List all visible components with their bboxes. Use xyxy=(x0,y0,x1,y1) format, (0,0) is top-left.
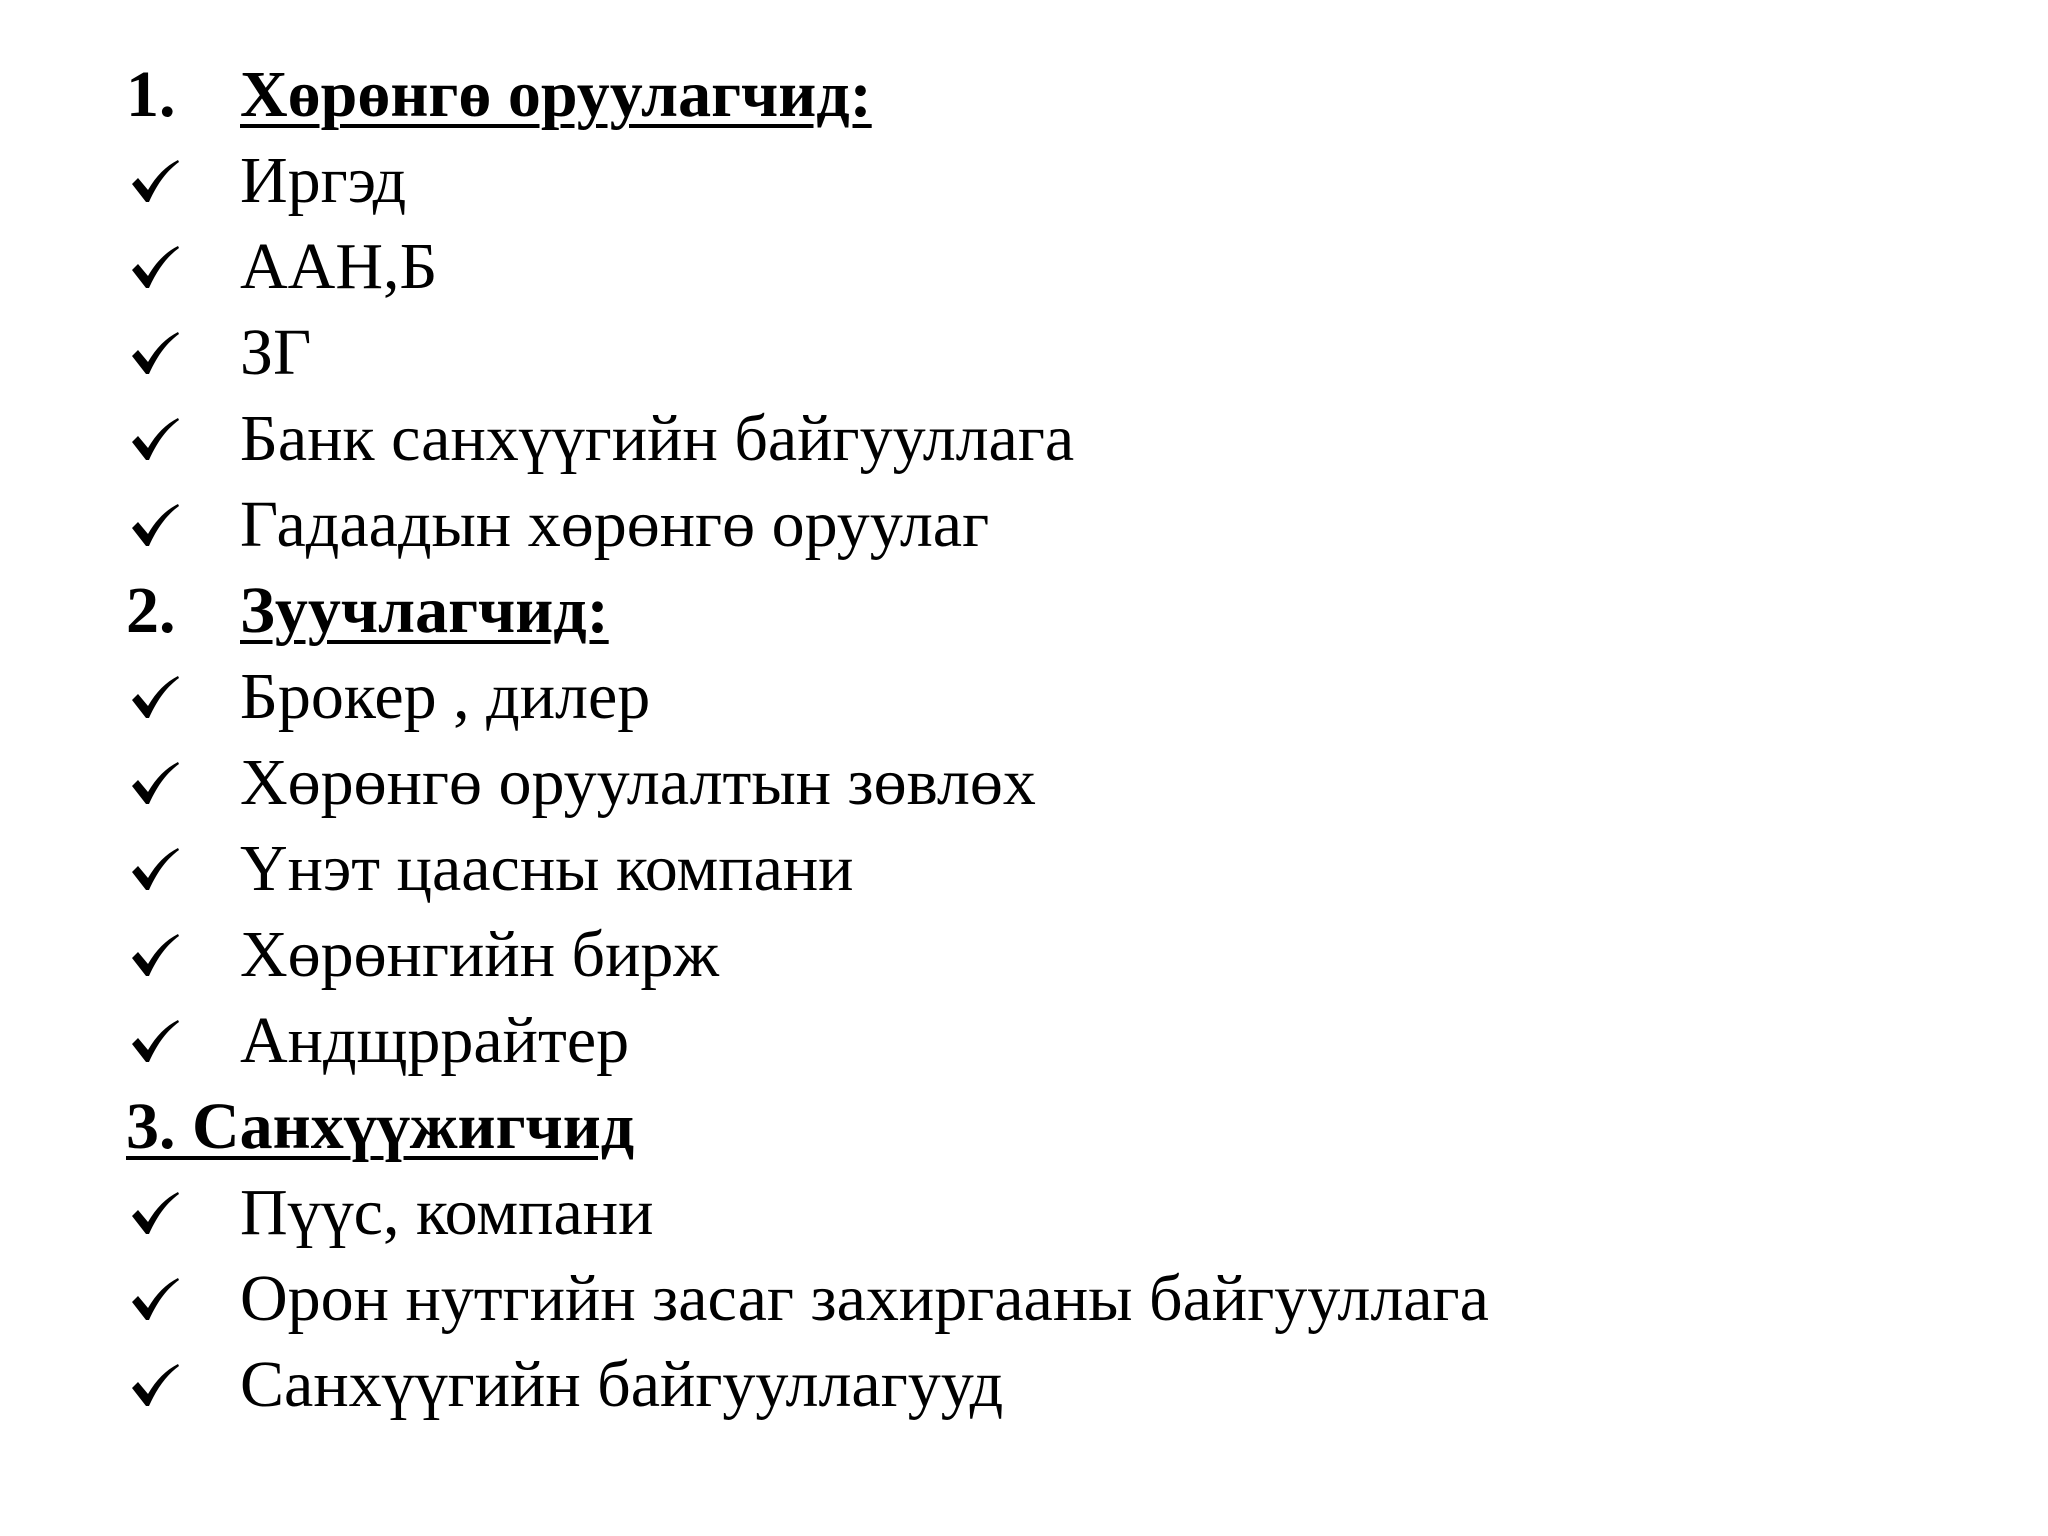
list-item-text: ААН,Б xyxy=(240,230,438,303)
checkmark-icon xyxy=(126,826,216,912)
list-item-text: Брокер , дилер xyxy=(240,660,651,733)
checkmark-icon xyxy=(126,912,216,998)
list-item-text: Банк санхүүгийн байгууллага xyxy=(240,402,1075,475)
list-item-text: Хөрөнгө оруулалтын зөвлөх xyxy=(240,746,1036,819)
checkmark-icon xyxy=(126,1342,216,1428)
section-number-1: 1. xyxy=(126,58,176,131)
list-item-text: Хөрөнгийн бирж xyxy=(240,918,720,991)
section-title-1: Хөрөнгө оруулагчид: xyxy=(240,58,872,131)
list-item-text: Санхүүгийн байгууллагууд xyxy=(240,1348,1004,1421)
list-item-text: Иргэд xyxy=(240,144,407,217)
checkmark-icon xyxy=(126,138,216,224)
checkmark-icon xyxy=(126,1256,216,1342)
checkmark-icon xyxy=(126,1170,216,1256)
section-title-3: 3. Санхүүжигчид xyxy=(126,1090,635,1163)
section-title-2: Зуучлагчид: xyxy=(240,574,609,647)
section-number-2: 2. xyxy=(126,574,176,647)
checkmark-icon xyxy=(126,224,216,310)
checkmark-icon xyxy=(126,310,216,396)
checkmark-icon xyxy=(126,998,216,1084)
checkmark-icon xyxy=(126,396,216,482)
list-item-text: Орон нутгийн засаг захиргааны байгууллага xyxy=(240,1262,1489,1335)
list-item-text: Пүүс, компани xyxy=(240,1176,654,1249)
checkmark-icon xyxy=(126,740,216,826)
list-item-text: Үнэт цаасны компани xyxy=(240,832,854,905)
list-item-text: ЗГ xyxy=(240,316,312,389)
checkmark-icon xyxy=(126,654,216,740)
list-item-text: Андщррайтер xyxy=(240,1004,630,1077)
checkmark-icon xyxy=(126,482,216,568)
list-item-text: Гадаадын хөрөнгө оруулаг xyxy=(240,488,990,561)
